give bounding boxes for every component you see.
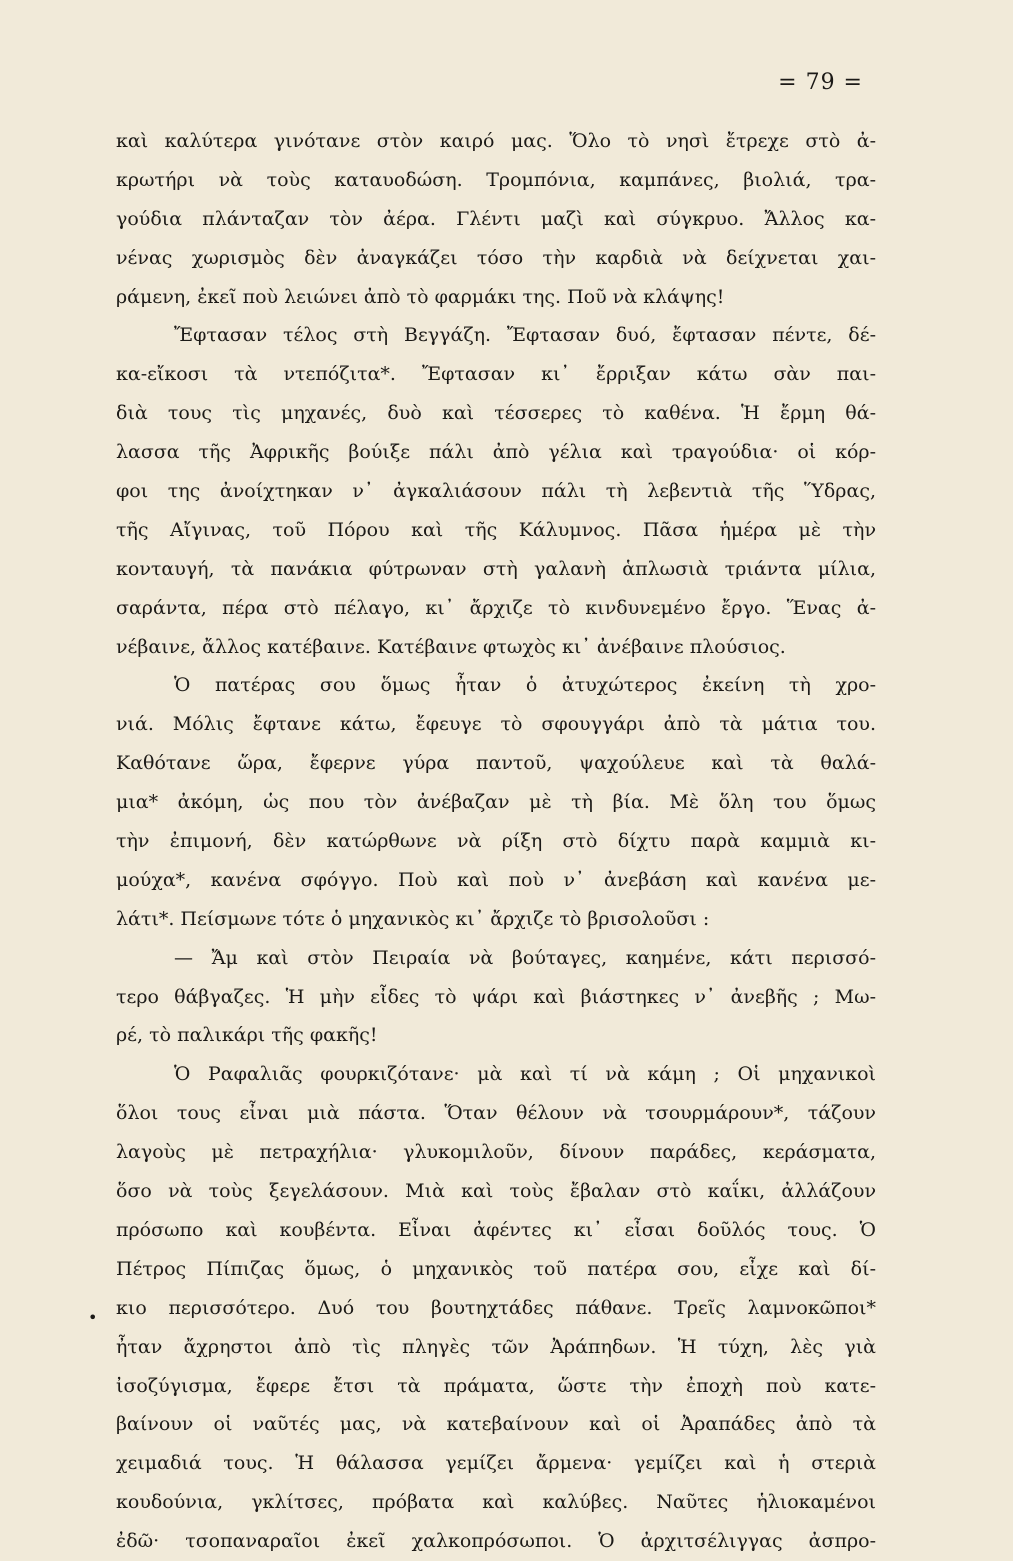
text-line: πρόσωπο καὶ κουβέντα. Εἶναι ἀφέντες κι᾿ εἶσαι δοῦλός τους. Ὁ <box>116 1218 876 1241</box>
text-line: Ὁ Ραφαλιᾶς φουρκιζότανε· μὰ καὶ τί νὰ κάμη ; Οἱ μηχανικοὶ <box>174 1063 876 1086</box>
body-text <box>116 122 876 1561</box>
text-line: κιο περισσότερο. Δυό του βουτηχτάδες πάθανε. Τρεῖς λαμνοκῶποι* <box>116 1296 876 1319</box>
text-line: σαράντα, πέρα στὸ πέλαγο, κι᾿ ἄρχιζε τὸ κινδυνεμένο ἔργο. Ἕνας ἀ- <box>116 596 876 619</box>
text-line: Ἔφτασαν τέλος στὴ Βεγγάζη. Ἔφτασαν δυό, ἔφτασαν πέντε, δέ- <box>174 324 876 347</box>
text-line: — Ἄμ καὶ στὸν Πειραία νὰ βούταγες, καημένε, κάτι περισσό- <box>174 946 876 969</box>
text-line: βαίνουν οἱ ναῦτές μας, νὰ κατεβαίνουν καὶ οἱ Ἀραπάδες ἀπὸ τὰ <box>116 1413 876 1436</box>
text-line: τὴν ἐπιμονή, δὲν κατώρθωνε νὰ ρίξη στὸ δίχτυ παρὰ καμμιὰ κι- <box>116 830 876 853</box>
text-line: διὰ τους τὶς μηχανές, δυὸ καὶ τέσσερες τὸ καθένα. Ἡ ἔρμη θά- <box>116 402 876 425</box>
margin-mark: • <box>88 1308 98 1327</box>
text-line: κα-εἴκοσι τὰ ντεπόζιτα*. Ἔφτασαν κι᾿ ἔρριξαν κάτω σὰν παι- <box>116 363 876 386</box>
text-line: κονταυγή, τὰ πανάκια φύτρωναν στὴ γαλανὴ ἁπλωσιὰ τριάντα μίλια, <box>116 557 876 580</box>
text-line: κουδούνια, γκλίτσες, πρόβατα καὶ καλύβες. Ναῦτες ἡλιοκαμένοι <box>116 1491 876 1514</box>
text-line: νένας χωρισμὸς δὲν ἀναγκάζει τόσο τὴν καρδιὰ νὰ δείχνεται χαι- <box>116 246 876 269</box>
text-line: φοι της ἀνοίχτηκαν ν᾿ ἀγκαλιάσουν πάλι τὴ λεβεντιὰ τῆς Ὕδρας, <box>116 480 876 503</box>
text-line: Καθότανε ὥρα, ἔφερνε γύρα παντοῦ, ψαχούλευε καὶ τὰ θαλά- <box>116 752 876 775</box>
text-line: τῆς Αἴγινας, τοῦ Πόρου καὶ τῆς Κάλυμνος. Πᾶσα ἡμέρα μὲ τὴν <box>116 518 876 541</box>
text-line: χειμαδιά τους. Ἡ θάλασσα γεμίζει ἄρμενα· γεμίζει καὶ ἡ στεριὰ <box>116 1452 876 1475</box>
text-line: καὶ καλύτερα γινότανε στὸν καιρό μας. Ὅλο τὸ νησὶ ἔτρεχε στὸ ἀ- <box>116 130 876 152</box>
page-number: = 79 = <box>778 70 863 95</box>
text-line: τερο θάβγαζες. Ἡ μὴν εἶδες τὸ ψάρι καὶ βιάστηκες ν᾿ ἀνεβῆς ; Μω- <box>116 985 876 1008</box>
text-line: ἰσοζύγισμα, ἔφερε ἔτσι τὰ πράματα, ὥστε τὴν ἐποχὴ ποὺ κατε- <box>116 1374 876 1397</box>
text-line: λάτι*. Πείσμωνε τότε ὁ μηχανικὸς κι᾿ ἄρχιζε τὸ βρισολοῦσι : <box>116 907 710 930</box>
text-line: λαγοὺς μὲ πετραχήλια· γλυκομιλοῦν, δίνουν παράδες, κεράσματα, <box>116 1141 876 1164</box>
text-line: Ὁ πατέρας σου ὅμως ἦταν ὁ ἀτυχώτερος ἐκείνη τὴ χρο- <box>174 674 876 697</box>
text-line: κρωτήρι νὰ τοὺς καταυοδώση. Τρομπόνια, καμπάνες, βιολιά, τρα- <box>116 168 876 191</box>
text-line: νέβαινε, ἄλλος κατέβαινε. Κατέβαινε φτωχὸς κι᾿ ἀνέβαινε πλούσιος. <box>116 635 786 658</box>
text-line: ἦταν ἄχρηστοι ἀπὸ τὶς πληγὲς τῶν Ἀράπηδων. Ἡ τύχη, λὲς γιὰ <box>116 1335 876 1358</box>
text-line: Πέτρος Πίπιζας ὅμως, ὁ μηχανικὸς τοῦ πατέρα σου, εἶχε καὶ δί- <box>116 1257 876 1280</box>
text-line: λασσα τῆς Ἀφρικῆς βούιξε πάλι ἀπὸ γέλια καὶ τραγούδια· οἱ κόρ- <box>116 441 876 464</box>
text-line: ρέ, τὸ παλικάρι τῆς φακῆς! <box>116 1024 378 1047</box>
text-line: ράμενη, ἐκεῖ ποὺ λειώνει ἀπὸ τὸ φαρμάκι της. Ποῦ νὰ κλάψης! <box>116 285 725 308</box>
text-line: ὅσο νὰ τοὺς ξεγελάσουν. Μιὰ καὶ τοὺς ἔβαλαν στὸ καΐκι, ἀλλάζουν <box>116 1180 876 1203</box>
text-line: μούχα*, κανένα σφόγγο. Ποὺ καὶ ποὺ ν᾿ ἀνεβάση καὶ κανένα με- <box>116 868 876 891</box>
text-line: ἐδῶ· τσοπαναραῖοι ἐκεῖ χαλκοπρόσωποι. Ὁ ἀρχιτσέλιγγας ἀσπρο- <box>116 1530 876 1553</box>
text-line: ὅλοι τους εἶναι μιὰ πάστα. Ὅταν θέλουν νὰ τσουρμάρουν*, τάζουν <box>116 1102 876 1125</box>
text-line: νιά. Μόλις ἔφτανε κάτω, ἔφευγε τὸ σφουγγάρι ἀπὸ τὰ μάτια του. <box>116 713 876 736</box>
text-line: γούδια πλάνταζαν τὸν ἀέρα. Γλέντι μαζὶ καὶ σύγκρυο. Ἄλλος κα- <box>116 207 876 230</box>
text-line: μια* ἀκόμη, ὡς που τὸν ἀνέβαζαν μὲ τὴ βία. Μὲ ὅλη του ὅμως <box>116 791 876 814</box>
